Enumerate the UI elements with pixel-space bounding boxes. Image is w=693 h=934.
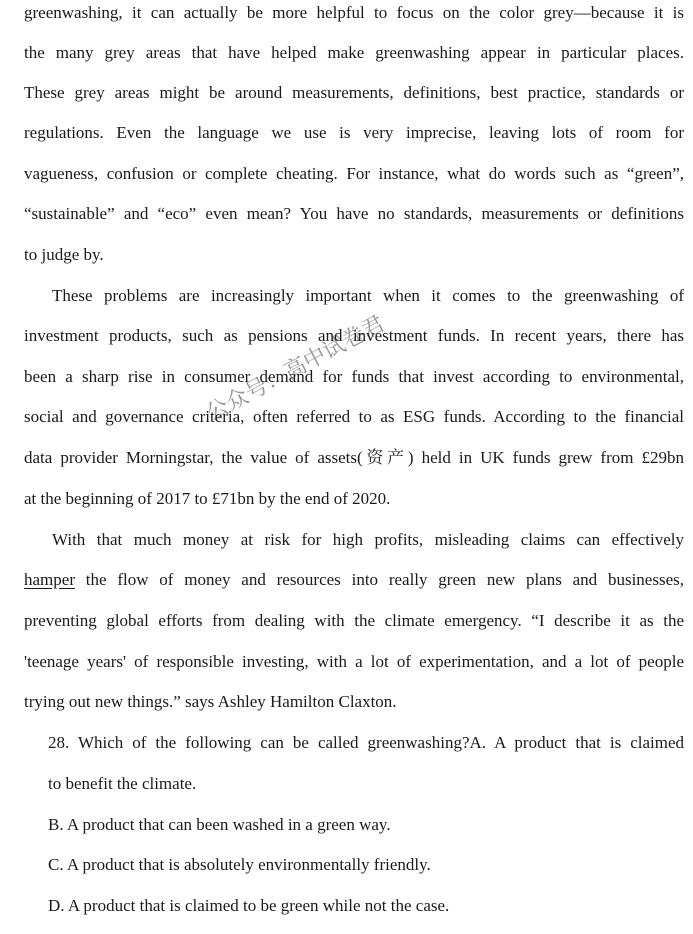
paragraph1-line3: These grey areas might be around measurements, definitions, best practice, standards or bbox=[24, 83, 684, 102]
paragraph1-line6: “sustainable” and “eco” even mean? You have no standards, measurements or definitions bbox=[24, 204, 684, 223]
paragraph2-line2: investment products, such as pensions and investment funds. In recent years, there has bbox=[24, 326, 684, 345]
question-option-c: C. A product that is absolutely environmentally friendly. bbox=[48, 855, 431, 874]
paragraph1-line1: greenwashing, it can actually be more helpful to focus on the color grey—because it is bbox=[24, 3, 684, 22]
paragraph2-line1: These problems are increasingly important when it comes to the greenwashing of bbox=[52, 286, 684, 305]
watermark: 公众号：高中试卷君 bbox=[202, 311, 389, 427]
paragraph3-line2 bbox=[24, 569, 684, 591]
paragraph2-line3: been a sharp rise in consumer demand for funds that invest according to environmental, bbox=[24, 367, 684, 386]
paragraph3-line5: trying out new things.” says Ashley Hamilton Claxton. bbox=[24, 692, 397, 711]
paragraph3-line3: preventing global efforts from dealing with the climate emergency. “I describe it as the bbox=[24, 611, 684, 630]
paragraph2-line5: data provider Morningstar, the value of assets(资产) held in UK funds grew from £29bn bbox=[24, 448, 684, 467]
question-stem-line1: 28. Which of the following can be called greenwashing?A. A product that is claimed bbox=[48, 733, 684, 752]
paragraph2-line4: social and governance criteria, often referred to as ESG funds. According to the financial bbox=[24, 407, 684, 426]
paragraph1-line2: the many grey areas that have helped make greenwashing appear in particular places. bbox=[24, 43, 684, 62]
paragraph3-line2-rest: the flow of money and resources into really green new plans and businesses, bbox=[74, 570, 684, 589]
paragraph1-line5: vagueness, confusion or complete cheating. For instance, what do words such as “green”, bbox=[24, 164, 684, 183]
question-option-d: D. A product that is claimed to be green while not the case. bbox=[48, 896, 450, 915]
paragraph1-line7: to judge by. bbox=[24, 245, 104, 264]
paragraph3-line1: With that much money at risk for high profits, misleading claims can effectively bbox=[52, 530, 684, 549]
paragraph1-line4: regulations. Even the language we use is very imprecise, leaving lots of room for bbox=[24, 123, 684, 142]
question-stem-line2: to benefit the climate. bbox=[48, 774, 197, 793]
question-option-b: B. A product that can been washed in a green way. bbox=[48, 815, 391, 834]
paragraph2-line6: at the beginning of 2017 to £71bn by the end of 2020. bbox=[24, 489, 391, 508]
underlined-word: hamper bbox=[24, 570, 75, 589]
paragraph3-line4: 'teenage years' of responsible investing, with a lot of experimentation, and a lot of people bbox=[24, 652, 684, 671]
